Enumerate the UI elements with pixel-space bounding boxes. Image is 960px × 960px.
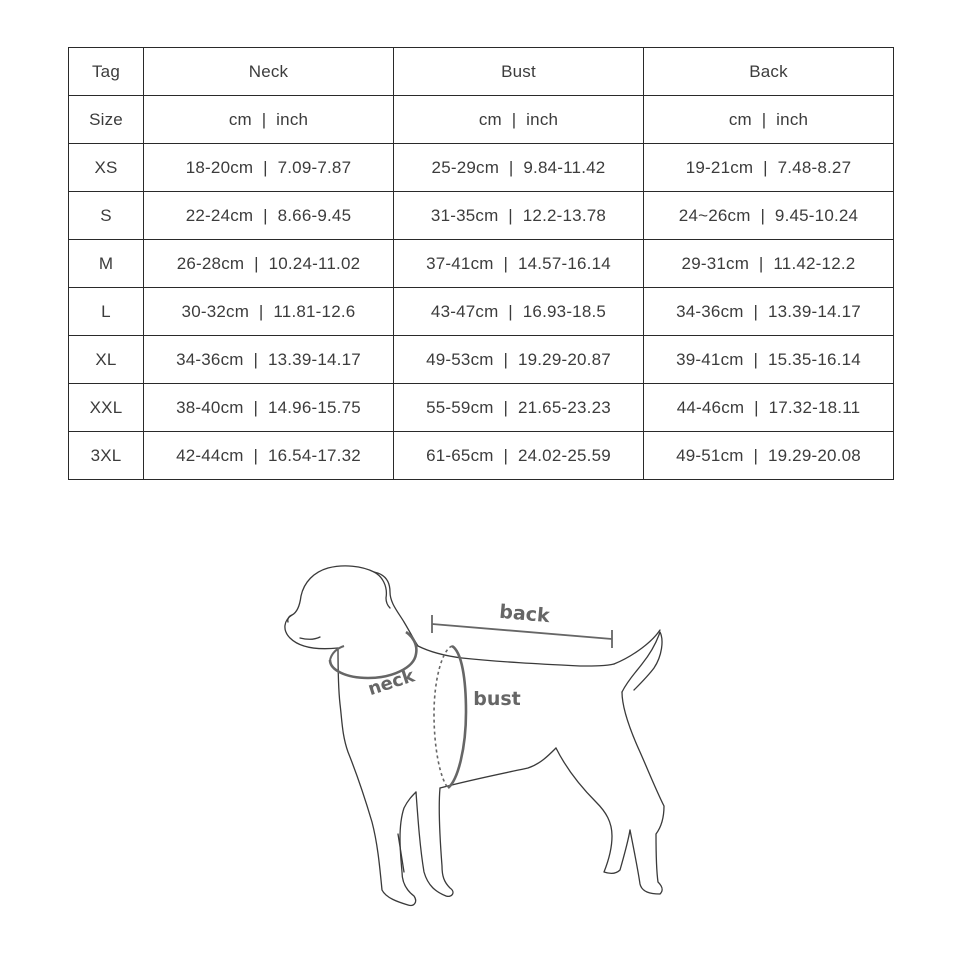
bust-label: bust xyxy=(473,688,521,710)
size-label: Size xyxy=(69,96,144,144)
size-cell: L xyxy=(69,288,144,336)
bust-cell: 61-65cm | 24.02-25.59 xyxy=(394,432,644,480)
back-cell: 34-36cm | 13.39-14.17 xyxy=(644,288,894,336)
back-cell: 29-31cm | 11.42-12.2 xyxy=(644,240,894,288)
dog-outline xyxy=(285,566,664,906)
neck-cell: 26-28cm | 10.24-11.02 xyxy=(144,240,394,288)
bust-cell: 25-29cm | 9.84-11.42 xyxy=(394,144,644,192)
neck-label: neck xyxy=(365,665,418,701)
bust-unit: cm | inch xyxy=(394,96,644,144)
tag-header: Tag xyxy=(69,48,144,96)
back-cell: 39-41cm | 15.35-16.14 xyxy=(644,336,894,384)
bust-cell: 43-47cm | 16.93-18.5 xyxy=(394,288,644,336)
neck-cell: 42-44cm | 16.54-17.32 xyxy=(144,432,394,480)
bust-cell: 31-35cm | 12.2-13.78 xyxy=(394,192,644,240)
neck-cell: 34-36cm | 13.39-14.17 xyxy=(144,336,394,384)
measurement-guides xyxy=(330,615,612,788)
bust-header: Bust xyxy=(394,48,644,96)
bust-cell: 37-41cm | 14.57-16.14 xyxy=(394,240,644,288)
back-measure-line xyxy=(432,624,612,639)
size-cell: 3XL xyxy=(69,432,144,480)
neck-cell: 30-32cm | 11.81-12.6 xyxy=(144,288,394,336)
bust-cell: 49-53cm | 19.29-20.87 xyxy=(394,336,644,384)
bust-measure-ring xyxy=(448,646,466,788)
neck-cell: 38-40cm | 14.96-15.75 xyxy=(144,384,394,432)
bust-cell: 55-59cm | 21.65-23.23 xyxy=(394,384,644,432)
size-cell: S xyxy=(69,192,144,240)
back-unit: cm | inch xyxy=(644,96,894,144)
size-cell: XL xyxy=(69,336,144,384)
back-cell: 24~26cm | 9.45-10.24 xyxy=(644,192,894,240)
back-cell: 44-46cm | 17.32-18.11 xyxy=(644,384,894,432)
back-cell: 49-51cm | 19.29-20.08 xyxy=(644,432,894,480)
size-cell: XXL xyxy=(69,384,144,432)
neck-cell: 18-20cm | 7.09-7.87 xyxy=(144,144,394,192)
back-cell: 19-21cm | 7.48-8.27 xyxy=(644,144,894,192)
back-header: Back xyxy=(644,48,894,96)
neck-unit: cm | inch xyxy=(144,96,394,144)
neck-cell: 22-24cm | 8.66-9.45 xyxy=(144,192,394,240)
size-cell: XS xyxy=(69,144,144,192)
back-label: back xyxy=(498,600,551,628)
size-cell: M xyxy=(69,240,144,288)
neck-header: Neck xyxy=(144,48,394,96)
